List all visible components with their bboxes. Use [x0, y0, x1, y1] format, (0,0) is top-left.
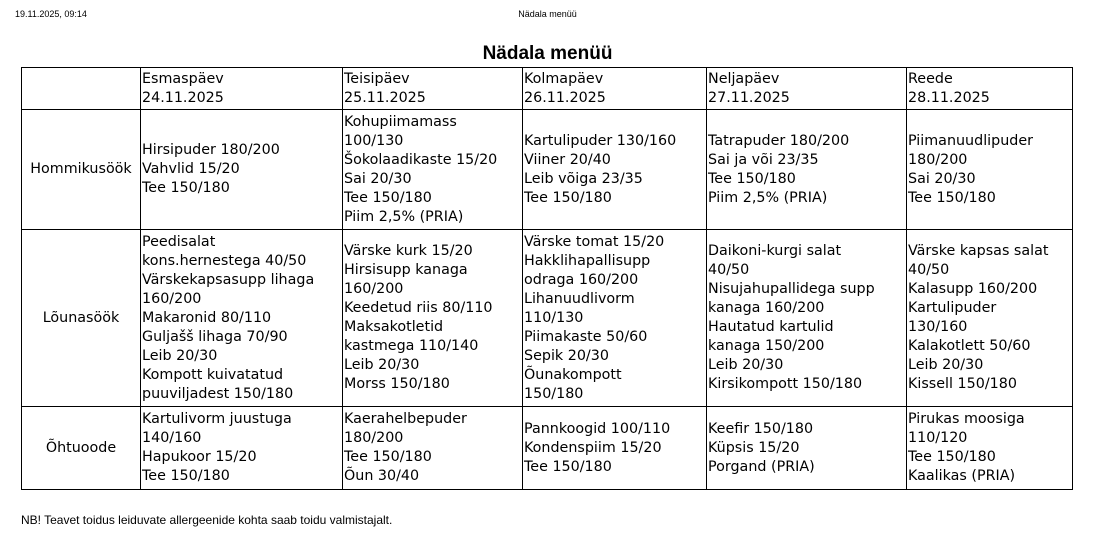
menu-item-line: Tee 150/180 — [142, 180, 230, 196]
menu-item-line: Kirsikompott 150/180 — [708, 376, 863, 392]
menu-item-line: Vahvlid 15/20 — [142, 161, 240, 177]
menu-item-line: Morss 150/180 — [344, 376, 450, 392]
menu-item-line: Daikoni-kurgi salat — [708, 243, 842, 259]
menu-item-line: Piimanuudlipuder — [908, 132, 1034, 149]
menu-item-line: Hautatud kartulid — [708, 319, 834, 335]
day-date: 25.11.2025 — [344, 90, 426, 106]
menu-item-line: odraga 160/200 — [524, 271, 639, 288]
menu-item-line: Kartulivorm juustuga — [142, 411, 292, 427]
meal-row-snack — [22, 407, 1073, 490]
menu-item-line: Tee 150/180 — [524, 458, 612, 475]
day-date: 26.11.2025 — [524, 90, 606, 106]
menu-item-line: 130/160 — [908, 319, 968, 335]
menu-item-line: puuviljadest 150/180 — [142, 385, 294, 402]
menu-item-line: Sai 20/30 — [344, 170, 412, 187]
menu-item-line: Tee 150/180 — [908, 449, 996, 465]
menu-cell — [343, 407, 523, 490]
print-header — [15, 9, 1080, 23]
menu-item-line: 160/200 — [344, 281, 404, 297]
menu-cell — [141, 110, 343, 230]
day-name: Esmaspäev — [142, 71, 224, 87]
menu-cell — [523, 110, 707, 230]
menu-item-line: Leib 20/30 — [908, 357, 984, 373]
menu-item-line: Piim 2,5% (PRIA) — [344, 208, 464, 225]
day-name: Kolmapäev — [524, 71, 604, 87]
menu-cell — [907, 230, 1073, 407]
menu-item-line: Maksakotletid — [344, 319, 444, 335]
menu-item-line: kastmega 110/140 — [344, 338, 479, 354]
menu-item-line: Sai ja või 23/35 — [708, 151, 819, 168]
meal-row-breakfast — [22, 110, 1073, 230]
menu-item-line: Sai 20/30 — [908, 170, 976, 187]
menu-item-line: Pannkoogid 100/110 — [524, 420, 671, 437]
menu-item-line: Kalakotlett 50/60 — [908, 338, 1031, 354]
day-header-cell — [707, 68, 907, 110]
menu-item-line: Õun 30/40 — [344, 468, 420, 484]
menu-item-line: 110/120 — [908, 430, 968, 446]
menu-cell — [343, 230, 523, 407]
menu-item-line: Peedisalat — [142, 233, 216, 250]
print-datetime: 19.11.2025, 09:14 — [15, 9, 87, 19]
menu-item-line: Piimakaste 50/60 — [524, 328, 648, 345]
menu-item-line: Õunakompott — [524, 366, 622, 383]
day-date: 28.11.2025 — [908, 90, 990, 106]
menu-item-line: 100/130 — [344, 132, 404, 149]
menu-item-line: Hakklihapallisupp — [524, 252, 651, 269]
menu-item-line: Hirsipuder 180/200 — [142, 142, 280, 158]
day-name: Teisipäev — [344, 71, 410, 87]
allergen-footnote: NB! Teavet toidus leiduvate allergeenide kohta saab toidu valmistajalt. — [21, 513, 393, 527]
print-header-title: Nädala menüü — [518, 9, 577, 19]
menu-item-line: Sepik 20/30 — [524, 347, 609, 364]
menu-item-line: Värskekapsasupp lihaga — [142, 271, 315, 288]
page-title: Nädala menüü — [482, 43, 613, 64]
menu-item-line: Tee 150/180 — [908, 189, 996, 206]
menu-item-line: Kaerahelbepuder — [344, 411, 467, 427]
weekly-menu-table — [21, 67, 1073, 490]
menu-item-line: 180/200 — [344, 430, 404, 446]
menu-item-line: Keedetud riis 80/110 — [344, 300, 493, 316]
menu-item-line: Kompott kuivatatud — [142, 366, 284, 383]
menu-item-line: Leib 20/30 — [708, 357, 784, 373]
menu-item-line: kanaga 150/200 — [708, 338, 825, 354]
menu-item-line: Makaronid 80/110 — [142, 309, 272, 326]
menu-item-line: kanaga 160/200 — [708, 300, 825, 316]
day-date: 27.11.2025 — [708, 90, 790, 106]
menu-cell — [141, 230, 343, 407]
day-date: 24.11.2025 — [142, 90, 224, 106]
menu-item-line: Guljašš lihaga 70/90 — [142, 328, 288, 345]
day-name: Neljapäev — [708, 71, 780, 87]
menu-item-line: Kohupiimamass — [344, 113, 457, 130]
day-header-cell — [343, 68, 523, 110]
menu-item-line: Leib 20/30 — [344, 357, 420, 373]
menu-item-line: Keefir 150/180 — [708, 420, 814, 437]
menu-cell — [141, 407, 343, 490]
menu-item-line: Kaalikas (PRIA) — [908, 468, 1016, 484]
menu-item-line: 140/160 — [142, 430, 202, 446]
menu-cell — [707, 407, 907, 490]
menu-item-line: Värske kapsas salat — [908, 243, 1049, 259]
menu-item-line: 150/180 — [524, 385, 584, 402]
menu-item-line: Värske tomat 15/20 — [524, 233, 665, 250]
meal-row-lunch — [22, 230, 1073, 407]
menu-item-line: 40/50 — [908, 262, 950, 278]
menu-cell — [707, 230, 907, 407]
menu-item-line: Tatrapuder 180/200 — [708, 132, 850, 149]
menu-cell — [343, 110, 523, 230]
menu-cell — [707, 110, 907, 230]
menu-item-line: 160/200 — [142, 290, 202, 307]
menu-cell — [907, 110, 1073, 230]
menu-item-line: Küpsis 15/20 — [708, 439, 800, 456]
menu-item-line: Piim 2,5% (PRIA) — [708, 189, 828, 206]
menu-item-line: Lihanuudlivorm — [524, 290, 635, 307]
meal-name: Lõunasöök — [22, 230, 141, 407]
menu-item-line: Leib 20/30 — [142, 347, 218, 364]
menu-item-line: 180/200 — [908, 151, 968, 168]
menu-item-line: Kartulipuder 130/160 — [524, 132, 677, 149]
menu-item-line: Hirsisupp kanaga — [344, 262, 468, 278]
menu-item-line: Tee 150/180 — [344, 449, 432, 465]
menu-item-line: Tee 150/180 — [142, 468, 230, 484]
menu-item-line: Tee 150/180 — [524, 189, 612, 206]
menu-item-line: Hapukoor 15/20 — [142, 449, 257, 465]
menu-item-line: Tee 150/180 — [708, 170, 796, 187]
menu-item-line: Šokolaadikaste 15/20 — [344, 151, 498, 168]
menu-item-line: kons.hernestega 40/50 — [142, 252, 307, 269]
menu-cell — [523, 407, 707, 490]
menu-item-line: 110/130 — [524, 309, 584, 326]
menu-item-line: Värske kurk 15/20 — [344, 243, 473, 259]
menu-cell — [907, 407, 1073, 490]
day-header-cell — [523, 68, 707, 110]
corner-cell — [22, 68, 141, 110]
menu-item-line: Kissell 150/180 — [908, 376, 1017, 392]
menu-item-line: 40/50 — [708, 262, 750, 278]
menu-item-line: Nisujahupallidega supp — [708, 281, 875, 297]
menu-item-line: Viiner 20/40 — [524, 151, 611, 168]
menu-item-line: Leib võiga 23/35 — [524, 170, 643, 187]
menu-item-line: Tee 150/180 — [344, 189, 432, 206]
meal-name: Hommikusöök — [22, 110, 141, 230]
menu-item-line: Kondenspiim 15/20 — [524, 439, 662, 456]
day-name: Reede — [908, 71, 953, 87]
menu-item-line: Kalasupp 160/200 — [908, 281, 1038, 297]
day-header-cell — [141, 68, 343, 110]
menu-item-line: Kartulipuder — [908, 300, 997, 316]
menu-cell — [523, 230, 707, 407]
meal-name: Õhtuoode — [22, 407, 141, 490]
menu-item-line: Porgand (PRIA) — [708, 458, 815, 475]
menu-item-line: Pirukas moosiga — [908, 411, 1025, 427]
day-header-row — [22, 68, 1073, 110]
day-header-cell — [907, 68, 1073, 110]
